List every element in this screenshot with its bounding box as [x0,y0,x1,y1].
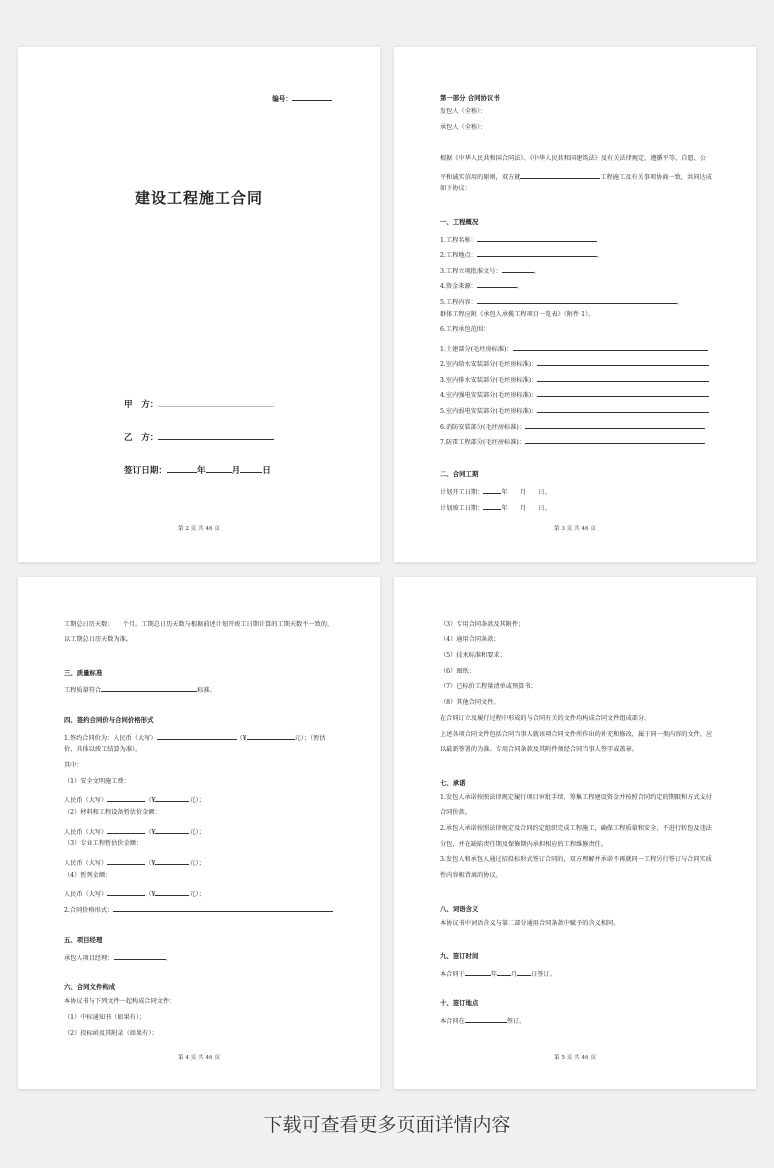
paragraph: 在合同订立及履行过程中形成的与合同有关的文件均构成合同文件组成部分。 [440,715,651,722]
scope-item: 3.室内排水安装部分(毛坯房标准)： [440,373,709,384]
price-form: 2.合同价格形式： [64,903,333,914]
duration-line-1: 工期总日历天数： 个月。工期总日历天数与根据前述计划开竣工日期计算的工期天数不一致的， [64,621,334,628]
party-b-line: 乙 方： [124,431,274,443]
contract-price: 1.签约合同价为：人民币（大写） （¥ 元）；（暂估 [64,731,326,742]
provisional-sum-amount: 人民币（大写） （¥ 元）； [64,887,205,898]
signing-time: 本合同于 年 月 日签订。 [440,967,556,978]
terms-meaning: 本协议书中词语含义与第二部分通用合同条款中赋予的含义相同。 [440,920,620,927]
section-10-title: 十、签订地点 [440,999,479,1007]
material-estimate-title: （2）材料和工程设备暂估价金额： [64,809,161,816]
document-page-agreement [394,47,756,562]
page-footer: 第 3 页 共 46 页 [554,526,596,532]
group-project-note: 群体工程应附《承包人承揽工程项目一览表》（附件 1）。 [440,311,595,318]
commitment-text: 3.发包人和承包人通过招投标形式签订合同的，双方理解并承诺不再就同一工程另行签订与合同实质 [440,856,712,863]
contract-doc-item: （3）专用合同条款及其附件； [440,621,525,628]
document-page-agreement-cont [18,577,380,1089]
scope-item: 7.防雷工程部分(毛坯房标准)： [440,435,705,446]
employer-line: 发包人（全称）： [440,108,487,115]
contract-docs-intro: 本协议书与下列文件一起构成合同文件： [64,998,176,1005]
professional-estimate-title: （3）专业工程暂估价金额： [64,840,143,847]
section-1-title: 一、工程概况 [440,218,479,226]
intro-line-3: 如下协议： [440,185,471,192]
commitment-text: 合同价款。 [440,809,471,816]
contract-number: 编号： [272,92,332,103]
page-footer: 第 2 页 共 46 页 [178,526,220,532]
section-4-title: 四、签约合同价与合同价格形式 [64,716,154,724]
contract-title: 建设工程施工合同 [134,189,263,207]
provisional-sum-title: （4）暂列金额： [64,872,112,879]
contract-doc-item: （6）图纸； [440,668,475,675]
party-a-line: 甲 方： [124,398,274,410]
project-content: 5.工程内容： 。 [440,295,683,306]
section-6-title: 六、合同文件构成 [64,983,116,991]
contract-doc-item: （4）通用合同条款； [440,636,500,643]
commitment-text: 分包，并在缺陷责任期及保修期内承担相应的工程维修责任。 [440,841,608,848]
sign-date-line: 签订日期： 年 月 日 [124,466,271,476]
contract-doc-item: （8）其他合同文件。 [440,699,500,706]
price-note: 价，具体以竣工结算为准）。 [64,746,142,753]
section-5-title: 五、项目经理 [64,936,103,944]
contract-doc-item: （5）技术标准和要求； [440,652,506,659]
safety-fee-title: （1）安全文明施工费： [64,778,130,785]
safety-fee-amount: 人民币（大写） （¥ 元）； [64,793,205,804]
project-name: 1.工程名称： [440,233,597,244]
scope-title: 6.工程承包范围： [440,326,490,333]
project-location: 2.工程地点： 。 [440,248,603,259]
section-8-title: 八、词语含义 [440,905,479,913]
scope-item: 1.土建部分(毛坯房标准)： [440,342,708,353]
price-among: 其中： [64,762,83,769]
section-3-title: 三、质量标准 [64,669,103,677]
duration-line-2: 以工期总日历天数为准。 [64,636,133,643]
document-page-cover [18,47,380,562]
signing-place: 本合同在 签订。 [440,1014,525,1025]
material-estimate-amount: 人民币（大写） （¥ 元）； [64,825,205,836]
download-caption: 下载可查看更多页面详情内容 [263,1114,511,1136]
section-9-title: 九、签订时间 [440,952,479,960]
approval-number: 3.工程立项批准文号： 。 [440,264,540,275]
scope-item: 2.室内给水安装部分(毛坯房标准)： [440,357,709,368]
contractor-line: 承包人（全称）： [440,124,487,131]
contract-doc-item: （1）中标通知书（如果有）； [64,1014,146,1021]
scope-item: 5.室内弱电安装部分(毛坯房标准)： [440,404,709,415]
professional-estimate-amount: 人民币（大写） （¥ 元）； [64,856,205,867]
scope-item: 6.消防安装部分(毛坯房标准)： [440,420,705,431]
intro-line-1: 根据《中华人民共和国合同法》、《中华人民共和国建筑法》及有关法律规定，遵循平等、自愿、公 [440,155,707,162]
planned-start-date: 计划开工日期： 年 月 日。 [440,485,551,496]
commitment-text: 性内容相背离的协议。 [440,872,502,879]
contract-doc-item: （7）已标价工程量清单或预算书； [440,683,537,690]
commitment-text: 1.发包人承诺按照法律规定履行项目审批手续、筹集工程建设资金并按照合同约定的期限和方式支付 [440,794,712,801]
intro-line-2: 平和诚实信用的原则，双方就 工程施工及有关事项协商一致，共同达成 [440,170,712,181]
part-title: 第一部分 合同协议书 [440,94,500,102]
fund-source: 4.资金来源： 。 [440,279,523,290]
quality-standard: 工程质量符合 标准。 [64,683,216,694]
project-manager: 承包人项目经理： 。 [64,951,172,962]
planned-end-date: 计划竣工日期： 年 月 日。 [440,501,551,512]
paragraph: 以最新签署的为准。专用合同条款及其附件须经合同当事人签字或盖章。 [440,746,638,753]
document-page-agreement-cont-2 [394,577,756,1089]
contract-doc-item: （2）投标函及其附录（如果有）； [64,1030,158,1037]
scope-item: 4.室内强电安装部分(毛坯房标准)： [440,388,709,399]
page-footer: 第 4 页 共 46 页 [178,1055,220,1061]
commitment-text: 2.承包人承诺按照法律规定及合同约定组织完成工程施工，确保工程质量和安全，不进行转包及违法 [440,825,712,832]
page-footer: 第 5 页 共 46 页 [554,1055,596,1061]
paragraph: 上述各项合同文件包括合同当事人就该项合同文件所作出的补充和修改，属于同一类内容的文件，应 [440,731,713,738]
section-2-title: 二、合同工期 [440,470,479,478]
section-7-title: 七、承诺 [440,779,466,787]
